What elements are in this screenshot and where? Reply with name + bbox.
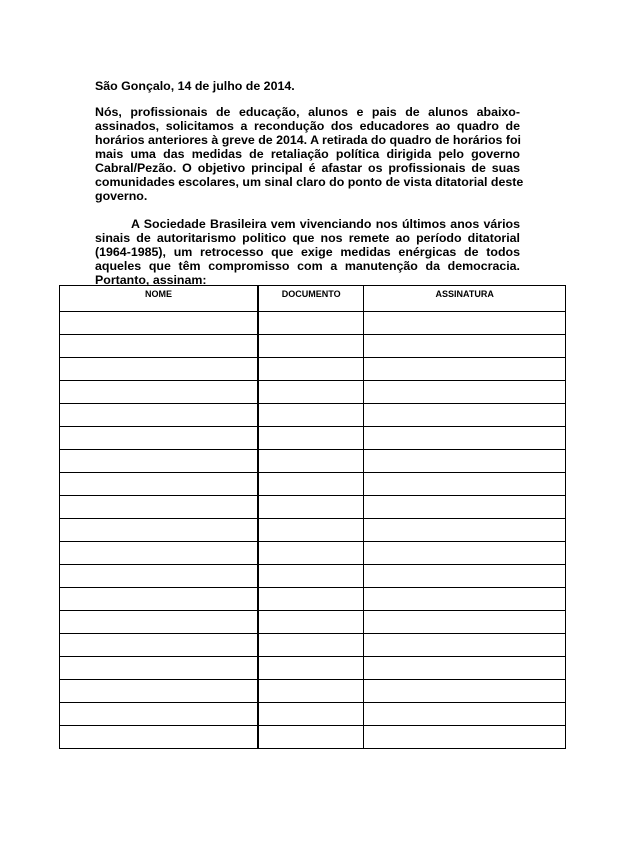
documento-cell (258, 634, 364, 657)
table-row (60, 427, 566, 450)
text-line: mais uma das medidas de retaliação política dirigida pelo governo (95, 147, 520, 161)
text-line: assinados, solicitamos a recondução dos educadores ao quadro de (95, 119, 520, 133)
header-documento: DOCUMENTO (258, 286, 364, 312)
header-assinatura: ASSINATURA (364, 286, 566, 312)
documento-cell (258, 496, 364, 519)
nome-cell (60, 358, 259, 381)
nome-cell (60, 381, 259, 404)
text-line: Portanto, assinam: (95, 273, 207, 287)
assinatura-cell (364, 519, 566, 542)
assinatura-cell (364, 312, 566, 335)
table-row (60, 335, 566, 358)
table-row (60, 565, 566, 588)
documento-cell (258, 427, 364, 450)
nome-cell (60, 680, 259, 703)
assinatura-cell (364, 726, 566, 749)
table-row (60, 496, 566, 519)
paragraph-request (95, 105, 524, 203)
text-line: comunidades escolares, um sinal claro do ponto de vista ditatorial deste (95, 175, 524, 189)
assinatura-cell (364, 657, 566, 680)
nome-cell (60, 703, 259, 726)
text-line: Cabral/Pezão. O objetivo principal é afastar os profissionais de suas (95, 161, 520, 175)
assinatura-cell (364, 450, 566, 473)
table-row (60, 680, 566, 703)
nome-cell (60, 657, 259, 680)
assinatura-cell (364, 496, 566, 519)
assinatura-cell (364, 565, 566, 588)
documento-cell (258, 565, 364, 588)
documento-cell (258, 450, 364, 473)
header-nome: NOME (60, 286, 259, 312)
table-header-row (60, 286, 566, 312)
table-row (60, 381, 566, 404)
documento-cell (258, 473, 364, 496)
assinatura-cell (364, 588, 566, 611)
assinatura-cell (364, 680, 566, 703)
assinatura-cell (364, 634, 566, 657)
paragraph-context (95, 217, 520, 287)
table-row (60, 450, 566, 473)
table-row (60, 611, 566, 634)
documento-cell (258, 588, 364, 611)
nome-cell (60, 312, 259, 335)
nome-cell (60, 634, 259, 657)
documento-cell (258, 358, 364, 381)
text-line: sinais de autoritarismo politico que nos remete ao período ditatorial (95, 231, 520, 245)
nome-cell (60, 404, 259, 427)
nome-cell (60, 450, 259, 473)
documento-cell (258, 404, 364, 427)
table-row (60, 588, 566, 611)
documento-cell (258, 381, 364, 404)
nome-cell (60, 542, 259, 565)
table-row (60, 703, 566, 726)
assinatura-cell (364, 611, 566, 634)
table-row (60, 404, 566, 427)
assinatura-cell (364, 703, 566, 726)
text-line: (1964-1985), um retrocesso que exige medidas enérgicas de todos (95, 245, 520, 259)
table-row (60, 542, 566, 565)
text-line: horários anteriores à greve de 2014. A retirada do quadro de horários foi (95, 133, 522, 147)
assinatura-cell (364, 542, 566, 565)
nome-cell (60, 588, 259, 611)
assinatura-cell (364, 473, 566, 496)
table-row (60, 473, 566, 496)
documento-cell (258, 519, 364, 542)
text-line: Nós, profissionais de educação, alunos e pais de alunos abaixo- (95, 105, 520, 119)
text-line: A Sociedade Brasileira vem vivenciando nos últimos anos vários (131, 217, 520, 231)
documento-cell (258, 680, 364, 703)
assinatura-cell (364, 404, 566, 427)
nome-cell (60, 726, 259, 749)
table-row (60, 726, 566, 749)
nome-cell (60, 427, 259, 450)
table-row (60, 519, 566, 542)
assinatura-cell (364, 358, 566, 381)
text-line: aqueles que têm compromisso com a manutenção da democracia. (95, 259, 520, 273)
documento-cell (258, 703, 364, 726)
documento-cell (258, 726, 364, 749)
nome-cell (60, 335, 259, 358)
nome-cell (60, 519, 259, 542)
date-line: São Gonçalo, 14 de julho de 2014. (95, 79, 295, 93)
table-row (60, 358, 566, 381)
nome-cell (60, 611, 259, 634)
nome-cell (60, 565, 259, 588)
nome-cell (60, 496, 259, 519)
assinatura-cell (364, 427, 566, 450)
documento-cell (258, 611, 364, 634)
documento-cell (258, 312, 364, 335)
nome-cell (60, 473, 259, 496)
text-line: governo. (95, 189, 148, 203)
assinatura-cell (364, 381, 566, 404)
documento-cell (258, 335, 364, 358)
documento-cell (258, 657, 364, 680)
table-row (60, 634, 566, 657)
table-row (60, 657, 566, 680)
assinatura-cell (364, 335, 566, 358)
signature-table (59, 285, 566, 749)
documento-cell (258, 542, 364, 565)
table-row (60, 312, 566, 335)
